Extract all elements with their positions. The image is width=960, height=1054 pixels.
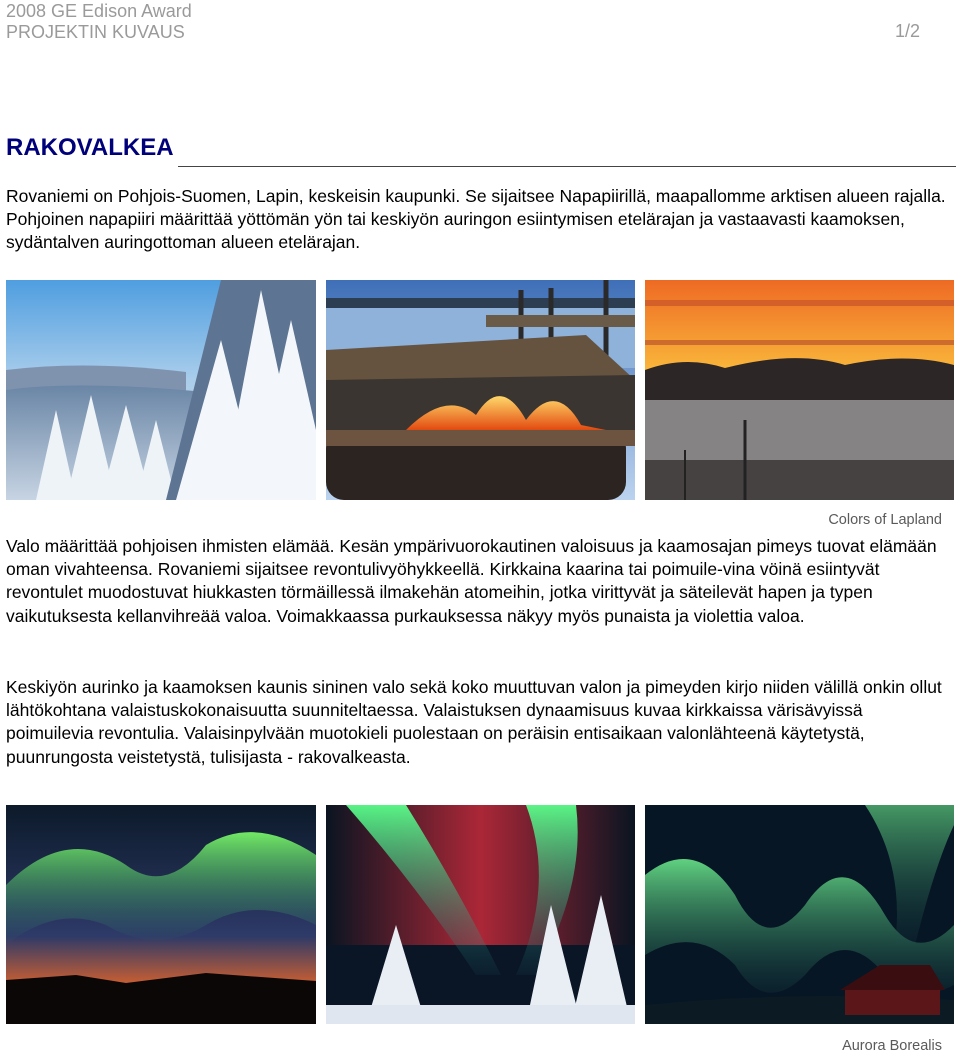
aurora-cabin-photo (645, 805, 954, 1024)
aurora-red-green-photo (326, 805, 635, 1024)
caption-aurora-borealis: Aurora Borealis (842, 1038, 942, 1054)
header-doc-type: PROJEKTIN KUVAUS (6, 22, 185, 42)
header-award: 2008 GE Edison Award (6, 1, 192, 21)
page-number: 1/2 (894, 21, 920, 41)
snowy-forest-photo (6, 280, 316, 500)
misty-sunset-photo (645, 280, 954, 500)
page-title: RAKOVALKEA (6, 134, 174, 161)
aurora-sunset-photo (6, 805, 316, 1024)
caption-colors-of-lapland: Colors of Lapland (828, 512, 942, 528)
title-rule (178, 166, 956, 167)
intro-paragraph: Rovaniemi on Pohjois-Suomen, Lapin, keskeisin kaupunki. Se sijaitsee Napapiirillä, maapallomme arktisen alueen rajalla. Pohjoinen napapiiri määrittää yöttömän yön tai keskiyön auringon esiintymisen etelärajan ja vastaavasti kaamoksen, sydäntalven auringottoman alueen etelärajan. (6, 186, 946, 253)
campfire-photo (326, 280, 635, 500)
light-paragraph: Valo määrittää pohjoisen ihmisten elämää. Kesän ympärivuorokautinen valoisuus ja kaamosajan pimeys tuovat elämään oman vivahteensa. Rovaniemi sijaitsee revontulivyöhykkeellä. Kirkkaina kaarina tai poimuile-vina vöinä esiintyvät revontulet muodostuvat hiukkasten törmäillessä ilmakehän atomeihin, jotka virittyvät ja säteilevät hapen ja typen vaikutuksesta kellanvihreää valoa. Voimakkaassa purkauksessa näkyy myös punaista ja violettia valoa. (6, 536, 937, 626)
design-paragraph: Keskiyön aurinko ja kaamoksen kaunis sininen valo sekä koko muuttuvan valon ja pimeyden kirjo niiden välillä onkin ollut lähtökohtana valaistuskokonaisuutta suunniteltaessa. Valaistuksen dynaamisuus kuvaa kirkkaissa värisävyissä poimuilevia revontulia. Valaisinpylvään muotokieli puolestaan on peräisin entisaikaan valonlähteenä käytetystä, puunrungosta veistetystä, tulisijasta - rakovalkeasta. (6, 677, 942, 767)
